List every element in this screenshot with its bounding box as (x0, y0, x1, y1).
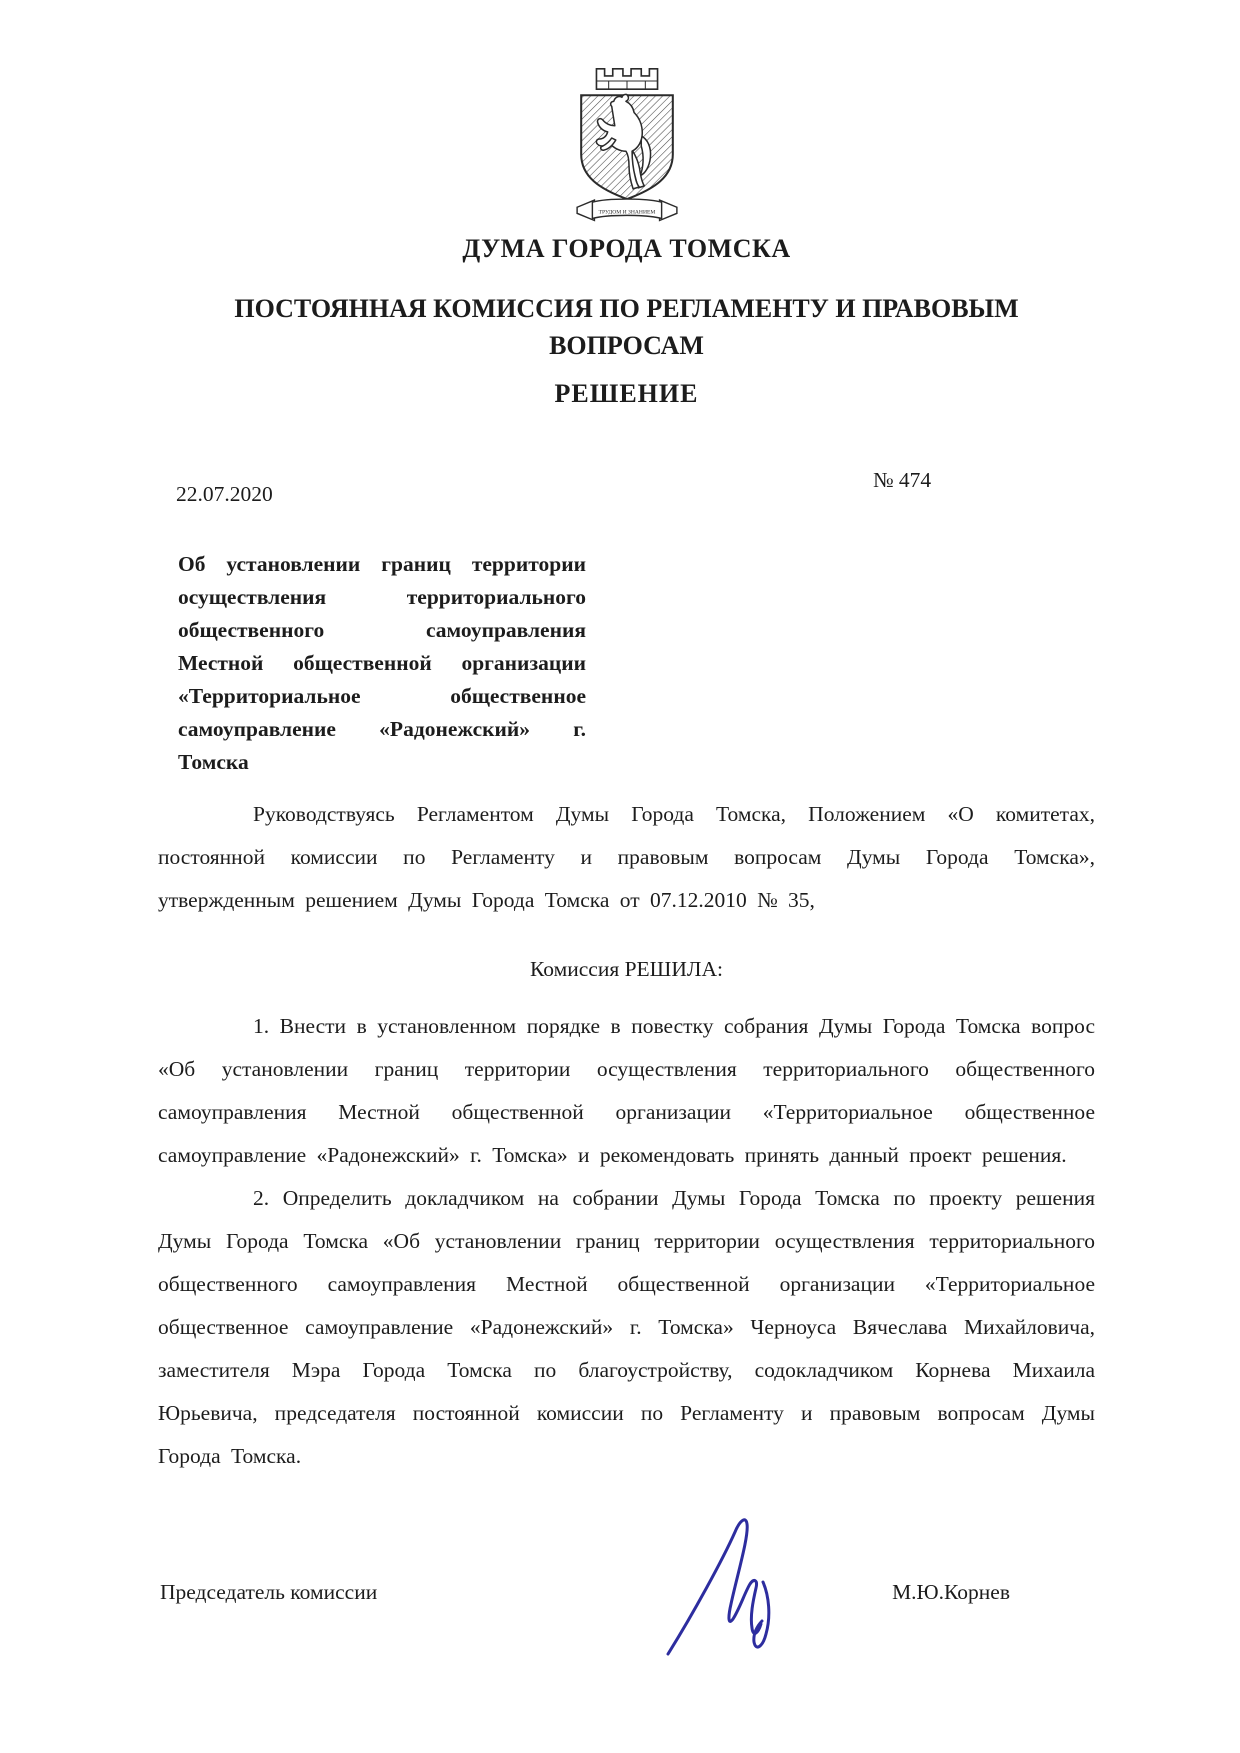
resolution-item-1: 1. Внести в установленном порядке в повестку собрания Думы Города Томска вопрос «Об установлении границ территории осуществления территориального общественного самоуправления Местной общественной организации «Территориальное общественное самоуправление «Радонежский» г. Томска» и рекомендовать принять данный проект решения. (158, 1014, 1095, 1167)
resolution-item-2: 2. Определить докладчиком на собрании Думы Города Томска по проекту решения Думы Города Томска «Об установлении границ территории осуществления территориального общественного самоуправления Местной общественной организации «Территориальное общественное самоуправление «Радонежский» г. Томска» Черноуса Вячеслава Михайловича, заместителя Мэра Города Томска по благоустройству, содокладчиком Корнева Михаила Юрьевича, председателя постоянной комиссии по Регламенту и правовым вопросам Думы Города Томска. (158, 1186, 1095, 1468)
commission-title: ПОСТОЯННАЯ КОМИССИЯ ПО РЕГЛАМЕНТУ И ПРАВОВЫМ ВОПРОСАМ (234, 294, 1019, 360)
handwritten-signature (653, 1504, 803, 1674)
document-type-heading: РЕШЕНИЕ (554, 379, 699, 408)
organization-title: ДУМА ГОРОДА ТОМСКА (462, 234, 791, 263)
mural-crown-icon (596, 69, 657, 89)
signatory-name: М.Ю.Корнев (892, 1580, 1010, 1604)
tomsk-coat-of-arms (158, 50, 1095, 228)
preamble-paragraph: Руководствуясь Регламентом Думы Города Томска, Положением «О комитетах, постоянной комиссии по Регламенту и правовым вопросам Думы Города Томска», утвержденным решением Думы Города Томска от 07.12.2010 № 35, (158, 802, 1095, 912)
resolution-heading: Комиссия РЕШИЛА: (530, 957, 723, 981)
document-subject: Об установлении границ территории осуществления территориального общественного самоуправления Местной общественной организации «Территориальное общественное самоуправление «Радонежский» г. Томска (178, 552, 586, 774)
signatory-position: Председатель комиссии (160, 1580, 378, 1604)
motto-ribbon (577, 199, 677, 220)
signature-block (158, 1562, 1095, 1702)
document-number: № 474 (873, 468, 932, 492)
document-meta (158, 468, 1095, 514)
motto-text: ТРУДОМ И ЗНАНИЕМ (598, 209, 655, 216)
document-date: 22.07.2020 (176, 482, 273, 506)
coat-of-arms-icon (571, 50, 683, 226)
